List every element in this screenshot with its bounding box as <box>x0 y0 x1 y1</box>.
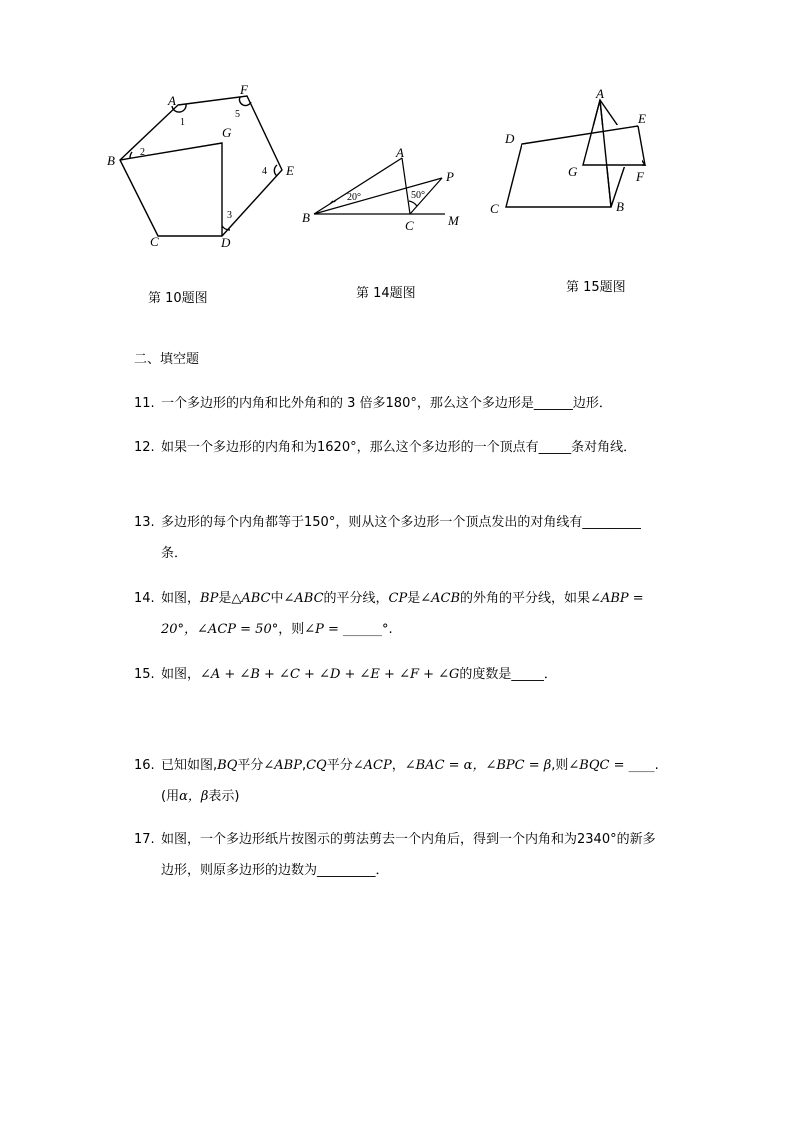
question-text <box>161 388 664 419</box>
fig10-label-C: C <box>150 234 159 249</box>
math-expression: ∠BQC = ____ <box>568 758 655 773</box>
math-expression: ∠BAC = α，∠BPC = β <box>404 758 552 773</box>
text-segment: 如果一个多边形的内角和为1620°，那么这个多边形的一个顶点有_____条对角线． <box>161 440 637 455</box>
text-segment: 的平分线， <box>323 591 389 606</box>
fig10-label-A: A <box>168 93 176 108</box>
text-segment: 已知如图, <box>161 758 218 773</box>
math-expression: ∠A + ∠B + ∠C + ∠D + ∠E + ∠F + ∠G <box>200 667 460 682</box>
question-number: 12. <box>134 440 155 455</box>
text-segment: 是 <box>218 591 232 606</box>
question-13 <box>134 507 664 569</box>
fig10-angle-3: 3 <box>227 210 232 221</box>
fig10-label-D: D <box>221 235 231 250</box>
question-16 <box>134 750 664 812</box>
math-expression: ∠ABP <box>263 758 302 773</box>
text-segment: 如图，一个多边形纸片按图示的剪法剪去一个内角后，得到一个内角和为2340°的新多边形，则原多边形的边数为_________． <box>161 832 656 878</box>
fig14-angle-50: 50° <box>411 190 425 201</box>
text-segment: 平分 <box>237 758 264 773</box>
figure-15-diagram <box>480 80 670 225</box>
math-expression: △ABC <box>231 591 271 606</box>
text-segment: . <box>388 622 393 637</box>
text-segment: 如图， <box>161 667 201 682</box>
fig14-label-B: B <box>302 210 310 225</box>
fig14-label-M: M <box>448 213 459 228</box>
figure-10-diagram <box>100 80 310 260</box>
question-17 <box>134 824 664 886</box>
question-number: 17. <box>134 832 155 847</box>
figure-15-caption: 第 15题图 <box>566 280 626 295</box>
question-text <box>161 750 664 812</box>
fig15-label-G: G <box>568 164 578 179</box>
text-segment: 是 <box>407 591 421 606</box>
text-segment: , <box>301 758 307 773</box>
question-14 <box>134 583 664 645</box>
fig14-label-C: C <box>405 218 414 233</box>
fig15-label-C: C <box>490 201 499 216</box>
fig14-angle-20: 20° <box>347 192 361 203</box>
text-segment: 表示) <box>208 789 240 804</box>
section-title: 二、填空题 <box>134 352 200 367</box>
question-text <box>161 659 664 690</box>
text-segment: ， <box>391 758 405 773</box>
text-segment: ,则 <box>551 758 569 773</box>
figure-10-caption: 第 10题图 <box>148 291 208 306</box>
question-number: 15. <box>134 667 155 682</box>
question-text <box>161 507 664 569</box>
math-expression: CQ <box>306 758 327 773</box>
text-segment: 一个多边形的内角和比外角和的 3 倍多180°，那么这个多边形是______边形． <box>161 396 612 411</box>
math-expression: ∠P = ______° <box>304 622 389 637</box>
math-expression: BP <box>200 591 219 606</box>
text-segment: 平分 <box>326 758 353 773</box>
math-expression: CP <box>388 591 408 606</box>
question-number: 11. <box>134 396 155 411</box>
math-expression: ∠ABP = 20°，∠ACP = 50° <box>161 591 644 637</box>
figure-14 <box>300 140 470 235</box>
text-segment: 中 <box>270 591 284 606</box>
fig10-label-B: B <box>107 153 115 168</box>
question-number: 14. <box>134 591 155 606</box>
fig15-label-E: E <box>638 111 646 126</box>
fig10-label-F: F <box>240 82 248 97</box>
math-expression: α，β <box>179 789 209 804</box>
math-expression: ∠ACB <box>420 591 461 606</box>
figure-10 <box>100 80 310 260</box>
question-number: 16. <box>134 758 155 773</box>
question-text <box>161 824 664 886</box>
math-expression: ∠ABC <box>283 591 324 606</box>
text-segment: 多边形的每个内角都等于150°，则从这个多边形一个顶点发出的对角线有_________条． <box>161 515 641 561</box>
figure-15 <box>480 80 670 225</box>
fig15-label-D: D <box>505 131 515 146</box>
text-segment: 如图， <box>161 591 201 606</box>
text-segment: 的外角的平分线，如果 <box>460 591 591 606</box>
text-segment: 的度数是_____． <box>459 667 557 682</box>
figure-14-diagram <box>300 140 470 235</box>
fig10-angle-5: 5 <box>235 109 240 120</box>
fig15-label-F: F <box>636 169 644 184</box>
question-15 <box>134 659 664 690</box>
question-12 <box>134 432 664 463</box>
fig14-label-A: A <box>396 145 404 160</box>
fig10-angle-1: 1 <box>180 117 185 128</box>
fig10-angle-2: 2 <box>140 147 145 158</box>
fig10-angle-4: 4 <box>262 166 267 177</box>
fig10-label-E: E <box>286 163 294 178</box>
fig14-label-P: P <box>446 169 454 184</box>
fig10-label-G: G <box>222 125 232 140</box>
text-segment: .(用 <box>161 758 659 804</box>
question-text <box>161 432 664 463</box>
text-segment: ，则 <box>278 622 305 637</box>
figure-14-caption: 第 14题图 <box>356 286 416 301</box>
question-11 <box>134 388 664 419</box>
math-expression: BQ <box>217 758 238 773</box>
question-number: 13. <box>134 515 155 530</box>
question-text <box>161 583 664 645</box>
fig15-label-A: A <box>596 86 604 101</box>
math-expression: ∠ACP <box>352 758 392 773</box>
fig15-label-B: B <box>616 199 624 214</box>
